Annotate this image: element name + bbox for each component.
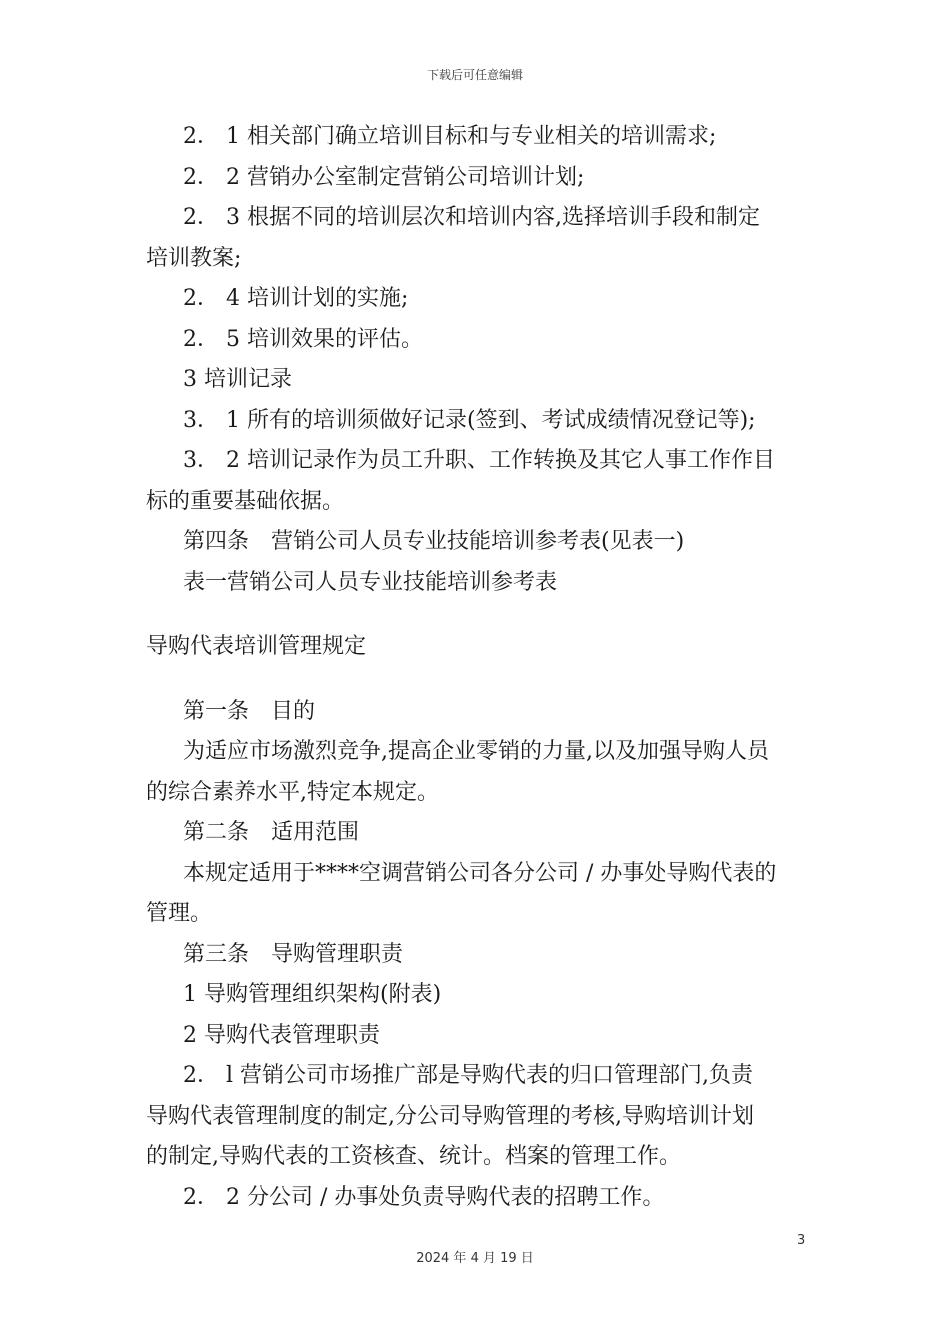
text-line: 2． l 营销公司市场推广部是导购代表的归口管理部门,负责 [183, 1063, 754, 1088]
text-line: 标的重要基础依据。 [146, 489, 345, 514]
text-line: 2． 2 营销办公室制定营销公司培训计划; [183, 165, 585, 190]
section-heading: 2 导购代表管理职责 [183, 1023, 380, 1048]
article-heading: 第四条 营销公司人员专业技能培训参考表(见表一) [183, 529, 685, 554]
text-line: 2． 3 根据不同的培训层次和培训内容,选择培训手段和制定 [183, 205, 760, 230]
text-line: 为适应市场激烈竞争,提高企业零销的力量,以及加强导购人员 [183, 739, 769, 764]
text-line: 的综合素养水平,特定本规定。 [146, 780, 439, 805]
text-line: 的制定,导购代表的工资核查、统计。档案的管理工作。 [146, 1144, 681, 1169]
text-line: 2． 4 培训计划的实施; [183, 286, 409, 311]
text-line: 导购代表管理制度的制定,分公司导购管理的考核,导购培训计划 [146, 1104, 754, 1129]
document-title: 导购代表培训管理规定 [146, 634, 367, 659]
footer-date: 2024 年 4 月 19 日 [416, 1251, 534, 1266]
text-line: 3． 2 培训记录作为员工升职、工作转换及其它人事工作作目 [183, 448, 775, 473]
article-heading: 第二条 适用范围 [183, 820, 360, 845]
text-line: 培训教案; [146, 246, 242, 271]
text-line: 2． 2 分公司 / 办事处负责导购代表的招聘工作。 [183, 1185, 665, 1210]
text-line: 2． 1 相关部门确立培训目标和与专业相关的培训需求; [183, 124, 717, 149]
section-heading: 1 导购管理组织架构(附表) [183, 982, 442, 1007]
section-heading: 3 培训记录 [183, 367, 292, 392]
page-header: 下载后可任意编辑 [426, 68, 523, 82]
table-caption: 表一营销公司人员专业技能培训参考表 [183, 570, 558, 595]
text-line: 2． 5 培训效果的评估。 [183, 327, 423, 352]
article-heading: 第三条 导购管理职责 [183, 942, 404, 967]
text-line: 本规定适用于****空调营销公司各分公司 / 办事处导购代表的 [183, 861, 777, 886]
text-line: 管理。 [146, 901, 213, 926]
page-number: 3 [797, 1233, 806, 1248]
text-line: 3． 1 所有的培训须做好记录(签到、考试成绩情况登记等); [183, 408, 756, 433]
article-heading: 第一条 目的 [183, 699, 316, 724]
